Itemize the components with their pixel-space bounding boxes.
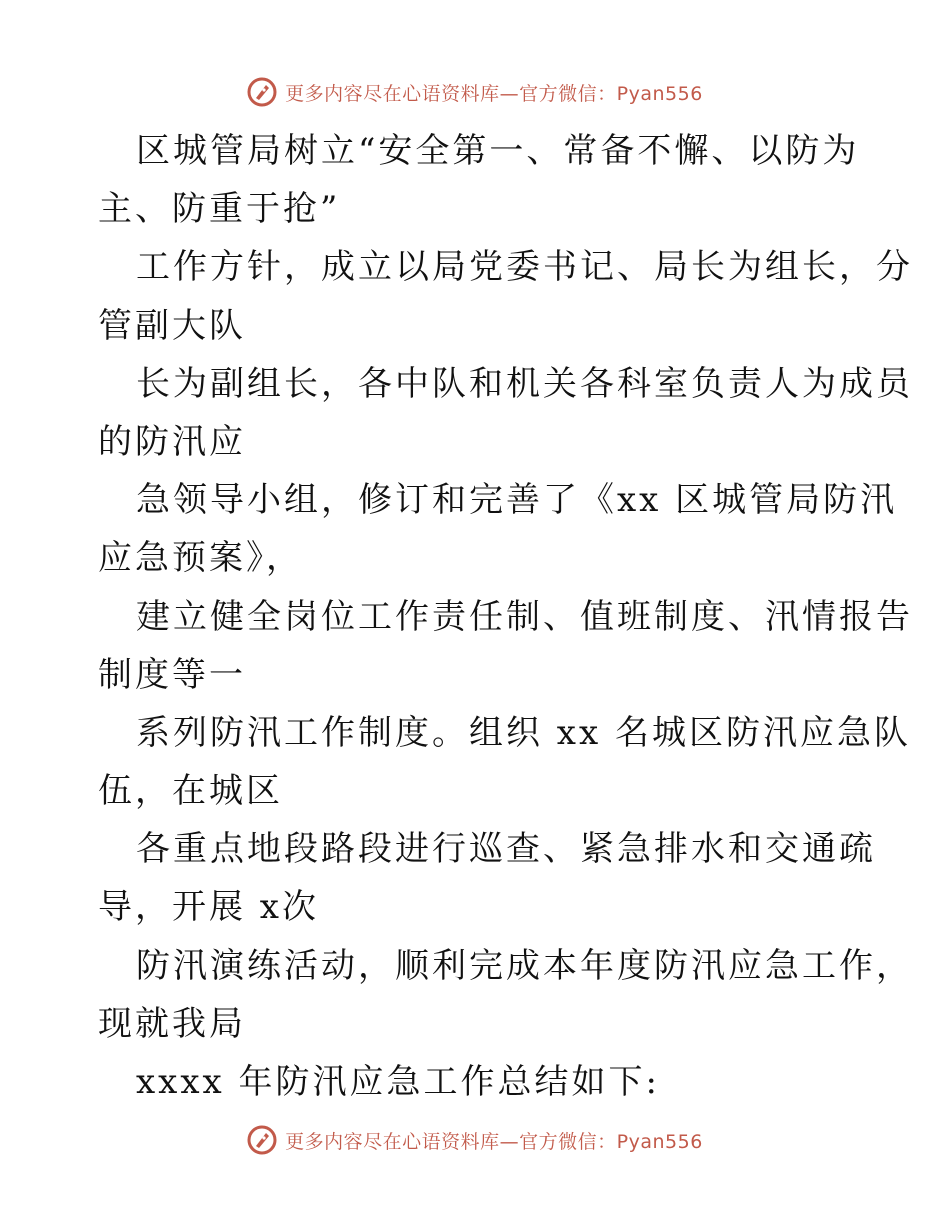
body-line: 防汛演练活动，顺利完成本年度防汛应急工作， xyxy=(136,945,913,986)
body-line: 区城管局树立“安全第一、常备不懈、以防为 xyxy=(136,131,860,171)
body-line: 管副大队 xyxy=(98,305,246,346)
pen-nib-circle-icon xyxy=(247,77,277,107)
body-line: xxxx 年防汛应急工作总结如下: xyxy=(136,1062,660,1102)
document-body xyxy=(98,122,913,1111)
header-banner-text: 更多内容尽在心语资料库—官方微信：Pyan556 xyxy=(285,82,703,105)
body-line: 工作方针，成立以局党委书记、局长为组长，分 xyxy=(136,247,913,288)
body-line: 系列防汛工作制度。组织 xx 名城区防汛应急队 xyxy=(136,712,911,753)
body-line: 制度等一 xyxy=(98,654,246,695)
body-line: 导，开展 x次 xyxy=(98,887,319,928)
body-line: 各重点地段路段进行巡查、紧急排水和交通疏 xyxy=(136,829,876,870)
body-line: 伍，在城区 xyxy=(98,771,283,812)
body-line: 急领导小组，修订和完善了《xx 区城管局防汛 xyxy=(136,480,898,521)
body-line: 长为副组长，各中队和机关各科室负责人为成员 xyxy=(136,363,913,404)
footer-banner-text: 更多内容尽在心语资料库—官方微信：Pyan556 xyxy=(285,1130,703,1153)
pen-nib-circle-icon xyxy=(247,1125,277,1155)
body-line: 主、防重于抢” xyxy=(98,189,341,230)
footer-banner xyxy=(0,1120,950,1160)
body-line: 建立健全岗位工作责任制、值班制度、汛情报告 xyxy=(136,596,913,637)
header-banner xyxy=(0,72,950,112)
body-line: 现就我局 xyxy=(98,1003,246,1044)
body-line: 应急预案》， xyxy=(98,538,303,579)
body-line: 的防汛应 xyxy=(98,421,246,462)
